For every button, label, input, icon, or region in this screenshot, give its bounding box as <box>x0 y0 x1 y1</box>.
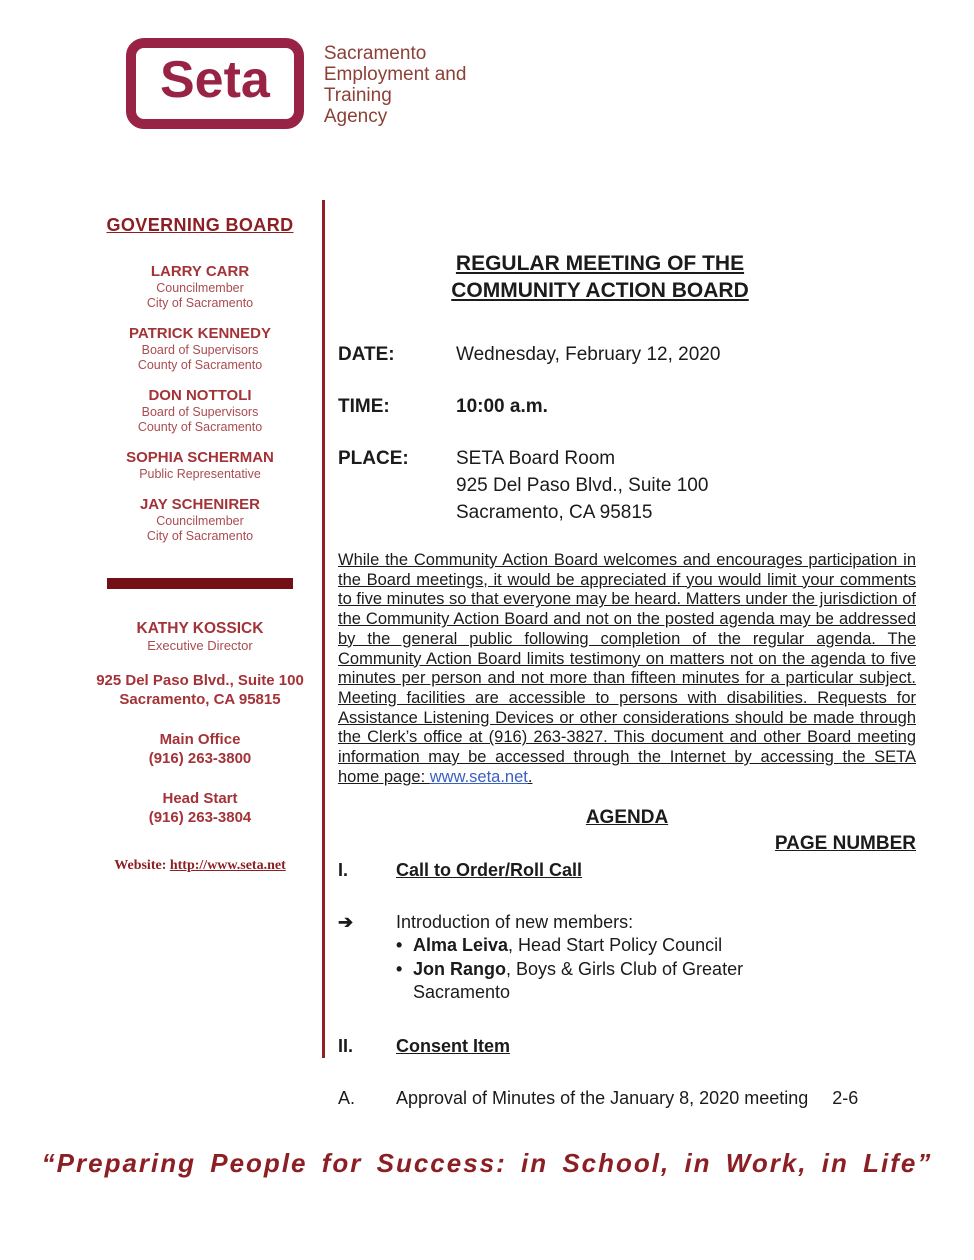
notice-text: While the Community Action Board welcomes and encourages participation in the Board meetings, it would be appreciated if you would limit your comments to five minutes so that everyone may be heard. Matters under the jurisdiction of the Community Action Board and not on the posted agenda may be addressed by the general public following completion of the regular agenda. The Community Action Board limits testimony on matters not on the agenda to five minutes per person and not more than fifteen minutes for a particular subject. Meeting facilities are accessible to persons with disabilities. Requests for Assistance Listening Devices or other considerations should be made through the Clerk’s office at (916) 263-3827. This document and other Board meeting information may be accessed through the Internet by accessing the SETA home page: <box>338 551 916 786</box>
executive-director <box>88 619 312 654</box>
agenda-heading: AGENDA <box>585 807 669 829</box>
contact-label: Main Office <box>159 731 241 748</box>
agenda-item-text-wrap <box>396 1087 858 1110</box>
bullet-icon: • <box>396 958 403 979</box>
place-label: PLACE: <box>338 448 409 469</box>
detail-row-time <box>338 393 916 420</box>
address-line: 925 Del Paso Blvd., Suite 100 <box>96 672 304 689</box>
new-member-org: , Head Start Policy Council <box>508 935 723 956</box>
meeting-details <box>338 341 916 526</box>
notice-period: . <box>527 767 533 786</box>
board-member-title: City of Sacramento <box>146 529 254 543</box>
page-title <box>338 250 862 304</box>
list-item <box>396 958 776 1005</box>
title-line-1: REGULAR MEETING OF THE <box>455 252 745 275</box>
board-member-title: Councilmember <box>156 514 244 528</box>
seta-logo: Seta <box>126 38 304 129</box>
place-line: 925 Del Paso Blvd., Suite 100 <box>456 475 709 496</box>
new-member-name: Jon Rango <box>413 958 506 979</box>
seta-home-link[interactable]: www.seta.net <box>429 767 528 786</box>
place-line: Sacramento, CA 95815 <box>456 502 653 523</box>
new-member-org: , Boys & Girls Club of Greater Sacramento <box>413 958 744 1003</box>
board-member-title: Public Representative <box>139 467 261 481</box>
detail-row-place <box>338 445 916 526</box>
agenda-item-numeral: II. <box>338 1035 354 1056</box>
member-entry <box>413 958 776 1005</box>
logo-tagline <box>324 38 467 127</box>
website-link[interactable]: http://www.seta.net <box>169 858 286 873</box>
board-member-title: County of Sacramento <box>137 420 263 434</box>
board-member-name: DON NOTTOLI <box>148 387 252 404</box>
board-member-name: LARRY CARR <box>150 263 250 280</box>
date-value: Wednesday, February 12, 2020 <box>456 344 721 365</box>
board-member <box>88 495 312 544</box>
public-participation-notice <box>338 551 916 787</box>
board-member-name: JAY SCHENIRER <box>139 496 261 513</box>
place-value <box>456 445 708 526</box>
arrow-icon: ➔ <box>338 912 354 933</box>
agenda-item-title: Call to Order/Roll Call <box>396 860 583 881</box>
logo-header <box>126 38 466 129</box>
board-member <box>88 448 312 482</box>
agenda-item-text: Approval of Minutes of the January 8, 2020 meeting <box>396 1087 809 1108</box>
board-member-name: SOPHIA SCHERMAN <box>126 449 274 466</box>
sidebar-divider-bar <box>107 578 293 589</box>
contact-head-start <box>88 789 312 827</box>
intro-block <box>396 911 776 1005</box>
page-reference: 2-6 <box>832 1087 859 1108</box>
column-divider <box>322 200 325 1058</box>
agenda-item-A <box>338 1087 916 1110</box>
contact-main-office <box>88 730 312 768</box>
main-content <box>338 250 916 1110</box>
time-label: TIME: <box>338 396 390 417</box>
contact-phone: (916) 263-3800 <box>148 750 252 767</box>
director-title: Executive Director <box>147 638 253 653</box>
board-member <box>88 324 312 373</box>
page-number-heading: PAGE NUMBER <box>774 833 916 855</box>
new-member-name: Alma Leiva <box>413 935 509 956</box>
agency-address <box>88 671 312 709</box>
agenda-item-2 <box>338 1035 916 1058</box>
board-member-title: Councilmember <box>156 281 244 295</box>
agenda-item-title: Consent Item <box>396 1035 511 1056</box>
board-member-title: Board of Supervisors <box>141 343 259 357</box>
tagline-line: Training <box>323 85 392 106</box>
bullet-icon: • <box>396 935 403 956</box>
tagline-line: Employment and <box>323 64 467 85</box>
date-label: DATE: <box>338 344 395 365</box>
agenda-item-numeral: I. <box>338 860 349 881</box>
agenda-item-1 <box>338 859 916 882</box>
contact-label: Head Start <box>162 790 238 807</box>
website-label: Website: <box>114 858 170 873</box>
agenda-item-letter: A. <box>338 1087 356 1108</box>
board-member-title: County of Sacramento <box>137 358 263 372</box>
board-member <box>88 262 312 311</box>
time-value: 10:00 a.m. <box>456 396 548 417</box>
contact-phone: (916) 263-3804 <box>148 809 252 826</box>
member-entry <box>413 934 722 958</box>
director-name: KATHY KOSSICK <box>136 620 264 637</box>
tagline-line: Agency <box>323 106 388 127</box>
new-member-list <box>396 934 776 1005</box>
board-member-name: PATRICK KENNEDY <box>129 325 271 342</box>
list-item <box>396 934 776 958</box>
board-member-title: Board of Supervisors <box>141 405 259 419</box>
intro-new-members <box>338 911 916 1005</box>
address-line: Sacramento, CA 95815 <box>119 691 281 708</box>
motto-footer: “Preparing People for Success: in School, in Work, in Life” <box>41 1148 933 1178</box>
detail-row-date <box>338 341 916 368</box>
board-member-title: City of Sacramento <box>146 296 254 310</box>
sidebar <box>88 215 312 874</box>
tagline-line: Sacramento <box>323 43 427 64</box>
intro-text: Introduction of new members: <box>396 912 634 933</box>
website-line <box>88 858 312 874</box>
title-line-2: COMMUNITY ACTION BOARD <box>451 279 749 302</box>
place-line: SETA Board Room <box>456 448 616 469</box>
governing-board-heading: GOVERNING BOARD <box>106 215 294 235</box>
board-member <box>88 386 312 435</box>
